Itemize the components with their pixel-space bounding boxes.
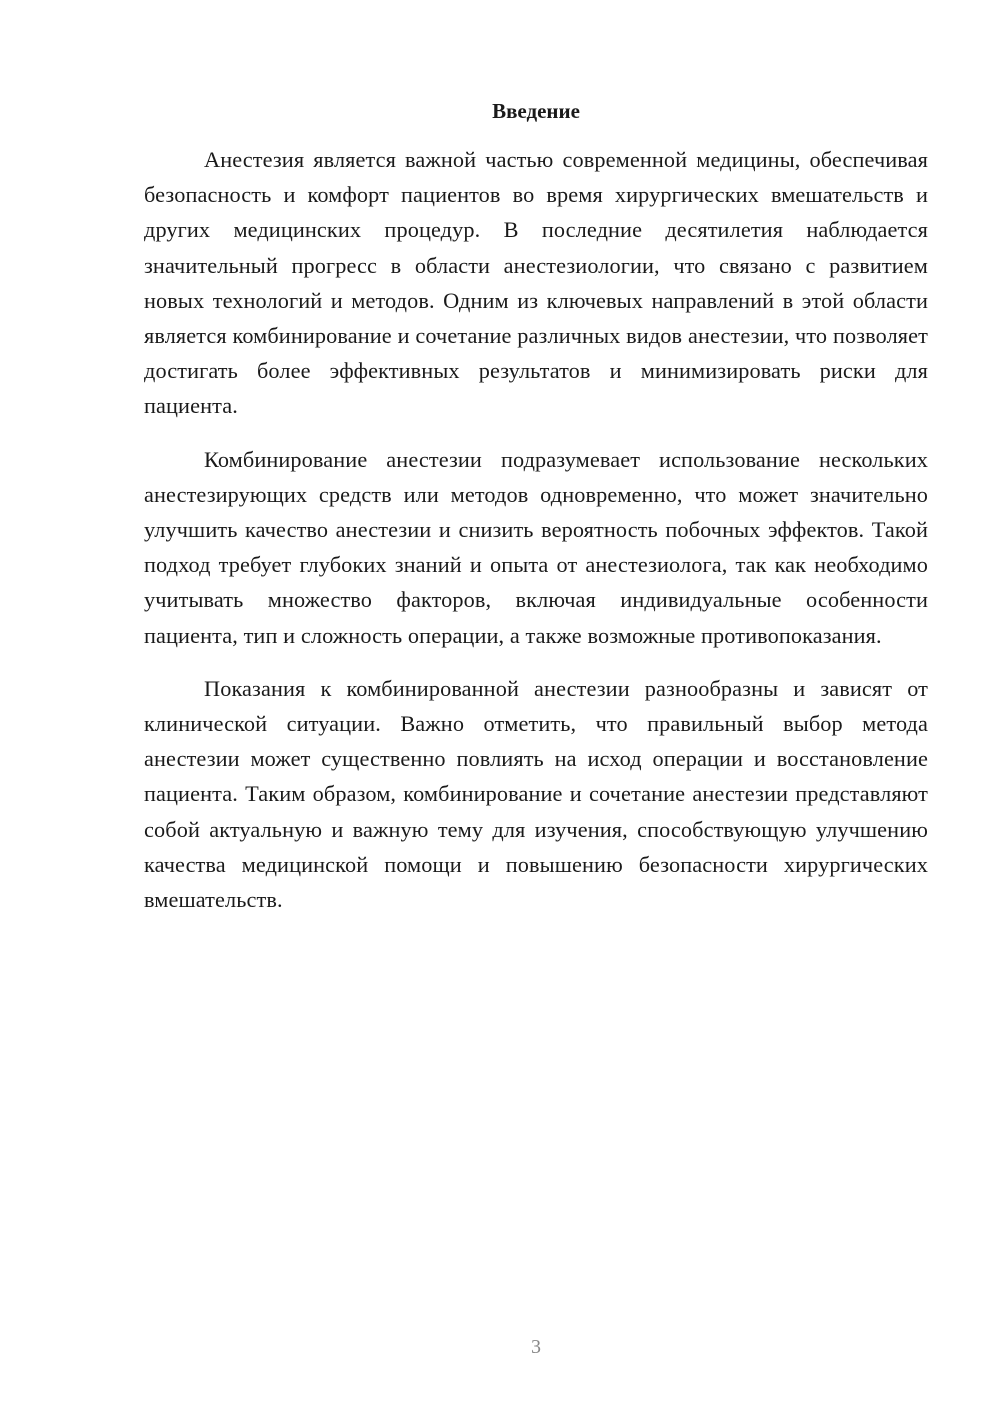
body-text [144, 142, 928, 935]
paragraph-3: Показания к комбинированной анестезии разнообразны и зависят от клинической ситуации. Важно отметить, что правильный выбор метода анестезии может существенно повлиять на исход операции и восстановление пациента. Таким образом, комбинирование и сочетание анестезии представляют собой актуальную и важную тему для изучения, способствующую улучшению качества медицинской помощи и повышению безопасности хирургических вмешательств. [144, 675, 928, 913]
paragraph-2: Комбинирование анестезии подразумевает использование нескольких анестезирующих средств или методов одновременно, что может значительно улучшить качество анестезии и снизить вероятность побочных эффектов. Такой подход требует глубоких знаний и опыта от анестезиолога, так как необходимо учитывать множество факторов, включая индивидуальные особенности пациента, тип и сложность операции, а также возможные противопоказания. [144, 446, 928, 648]
section-heading: Введение [492, 99, 580, 123]
paragraph-1: Анестезия является важной частью современной медицины, обеспечивая безопасность и комфорт пациентов во время хирургических вмешательств и других медицинских процедур. В последние десятилетия наблюдается значительный прогресс в области анестезиологии, что связано с развитием новых технологий и методов. Одним из ключевых направлений в этой области является комбинирование и сочетание различных видов анестезии, что позволяет достигать более эффективных результатов и минимизировать риски для пациента. [144, 147, 928, 419]
page-number: 3 [531, 1336, 541, 1358]
